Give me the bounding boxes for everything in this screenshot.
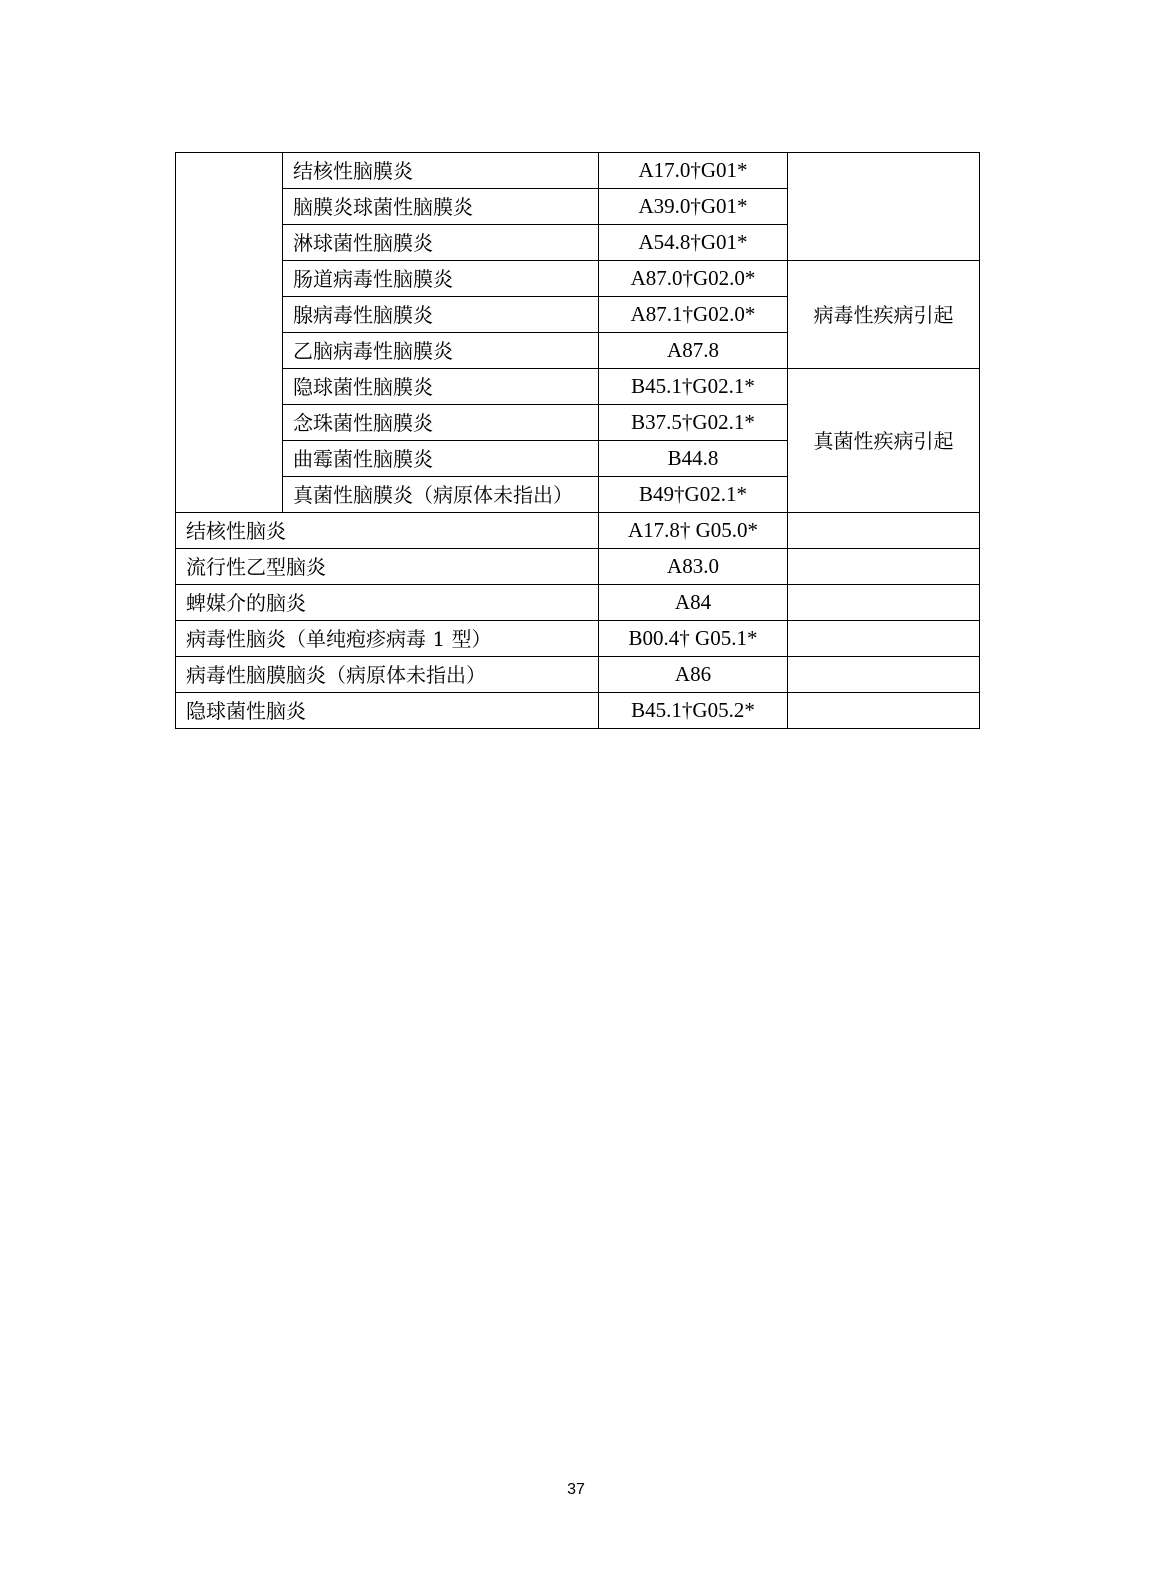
note-cell-empty: [788, 153, 980, 261]
disease-name: 病毒性脑膜脑炎（病原体未指出）: [176, 657, 599, 693]
note-cell-empty: [788, 693, 980, 729]
page-number: 37: [567, 1481, 585, 1498]
icd-code: A87.0†G02.0*: [599, 261, 788, 297]
icd-code: B45.1†G05.2*: [599, 693, 788, 729]
table-row: [176, 153, 980, 189]
icd-code: A86: [599, 657, 788, 693]
disease-name: 病毒性脑炎（单纯疱疹病毒 1 型）: [176, 621, 599, 657]
group-cell: [176, 153, 283, 513]
icd-code: B44.8: [599, 441, 788, 477]
disease-name: 淋球菌性脑膜炎: [283, 225, 599, 261]
note-cell-empty: [788, 549, 980, 585]
disease-name: 隐球菌性脑膜炎: [283, 369, 599, 405]
table-row: [176, 369, 980, 405]
disease-name: 蜱媒介的脑炎: [176, 585, 599, 621]
note-viral: 病毒性疾病引起: [788, 261, 980, 369]
disease-name: 结核性脑膜炎: [283, 153, 599, 189]
disease-name: 流行性乙型脑炎: [176, 549, 599, 585]
icd-code: A87.1†G02.0*: [599, 297, 788, 333]
note-fungal: 真菌性疾病引起: [788, 369, 980, 513]
icd-code: A17.0†G01*: [599, 153, 788, 189]
diagnosis-code-table: [175, 152, 980, 729]
icd-code: A87.8: [599, 333, 788, 369]
icd-code: A54.8†G01*: [599, 225, 788, 261]
disease-name: 腺病毒性脑膜炎: [283, 297, 599, 333]
note-cell-empty: [788, 585, 980, 621]
table-row: [176, 585, 980, 621]
note-cell-empty: [788, 621, 980, 657]
table-row: [176, 261, 980, 297]
icd-code: B45.1†G02.1*: [599, 369, 788, 405]
table-row: [176, 549, 980, 585]
table-row: [176, 621, 980, 657]
icd-code: B49†G02.1*: [599, 477, 788, 513]
disease-name: 乙脑病毒性脑膜炎: [283, 333, 599, 369]
disease-name: 肠道病毒性脑膜炎: [283, 261, 599, 297]
table-row: [176, 693, 980, 729]
icd-code: A83.0: [599, 549, 788, 585]
disease-name: 曲霉菌性脑膜炎: [283, 441, 599, 477]
note-cell-empty: [788, 657, 980, 693]
disease-name: 真菌性脑膜炎（病原体未指出）: [283, 477, 599, 513]
icd-code: A39.0†G01*: [599, 189, 788, 225]
disease-name: 结核性脑炎: [176, 513, 599, 549]
icd-code: A84: [599, 585, 788, 621]
disease-name: 隐球菌性脑炎: [176, 693, 599, 729]
icd-code: A17.8† G05.0*: [599, 513, 788, 549]
disease-name: 念珠菌性脑膜炎: [283, 405, 599, 441]
disease-name: 脑膜炎球菌性脑膜炎: [283, 189, 599, 225]
icd-code: B00.4† G05.1*: [599, 621, 788, 657]
table-row: [176, 657, 980, 693]
note-cell-empty: [788, 513, 980, 549]
icd-code: B37.5†G02.1*: [599, 405, 788, 441]
table-row: [176, 513, 980, 549]
